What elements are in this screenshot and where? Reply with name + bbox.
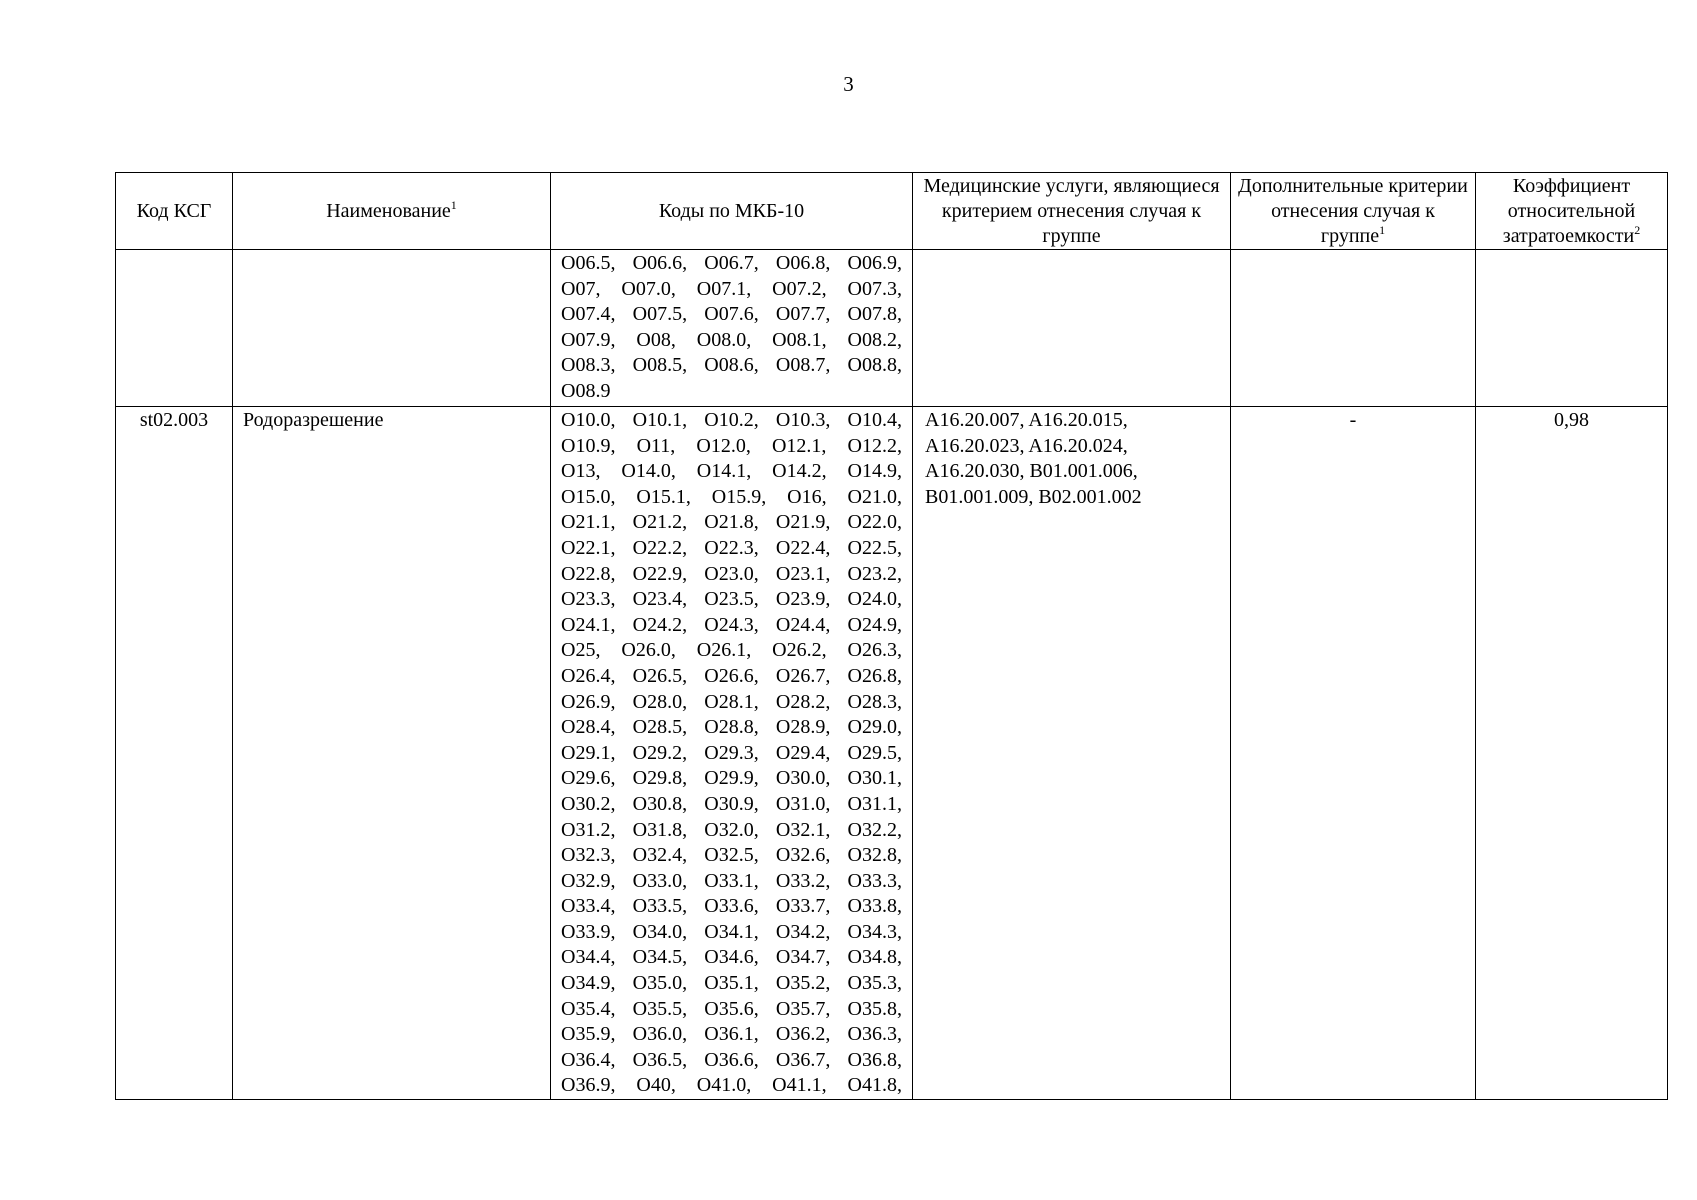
icd-code-line: O10.0, O10.1, O10.2, O10.3, O10.4, [561, 409, 902, 431]
icd-code-line: O29.1, O29.2, O29.3, O29.4, O29.5, [561, 741, 902, 764]
icd-code-line: O32.9, O33.0, O33.1, O33.2, O33.3, [561, 869, 902, 892]
icd-code-line: O08.9 [561, 379, 611, 402]
icd-code-line: O36.4, O36.5, O36.6, O36.7, O36.8, [561, 1048, 902, 1071]
cell-code: st02.003 [116, 407, 233, 1100]
icd-code-line: O07.4, O07.5, O07.6, O07.7, O07.8, [561, 303, 902, 326]
cell-additional [1231, 250, 1476, 407]
table-row-continuation [116, 250, 1668, 407]
service-code-line: A16.20.030, B01.001.006, [925, 460, 1138, 483]
cell-icd [551, 250, 913, 407]
table-header-row [116, 173, 1668, 250]
cell-name: Родоразрешение [233, 407, 551, 1100]
icd-code-line: O32.3, O32.4, O32.5, O32.6, O32.8, [561, 844, 902, 867]
icd-code-line: O33.4, O33.5, O33.6, O33.7, O33.8, [561, 895, 902, 918]
icd-code-line: O22.1, O22.2, O22.3, O22.4, O22.5, [561, 536, 902, 559]
icd-code-line: O23.3, O23.4, O23.5, O23.9, O24.0, [561, 588, 902, 611]
icd-code-line: O13, O14.0, O14.1, O14.2, O14.9, [561, 460, 902, 483]
icd-code-line: O25, O26.0, O26.1, O26.2, O26.3, [561, 639, 902, 662]
ksg-table [115, 172, 1668, 1100]
header-icd: Коды по МКБ-10 [551, 173, 913, 250]
service-code-line: A16.20.023, A16.20.024, [925, 434, 1128, 457]
cell-code [116, 250, 233, 407]
icd-code-line: O34.4, O34.5, O34.6, O34.7, O34.8, [561, 946, 902, 969]
header-coefficient: Коэффициент относительной затратоемкости$^2$ [1476, 173, 1668, 250]
service-code-line: A16.20.007, A16.20.015, [925, 409, 1128, 431]
footnote-ref: 1 [1379, 222, 1386, 237]
page-number: 3 [843, 72, 854, 96]
icd-code-line: O08.3, O08.5, O08.6, O08.7, O08.8, [561, 354, 902, 377]
header-code: Код КСГ [116, 173, 233, 250]
icd-code-line: O21.1, O21.2, O21.8, O21.9, O22.0, [561, 511, 902, 534]
icd-code-line: O26.4, O26.5, O26.6, O26.7, O26.8, [561, 664, 902, 687]
cell-services [913, 407, 1231, 1100]
cell-name [233, 250, 551, 407]
cell-icd [551, 407, 913, 1100]
icd-code-line: O24.1, O24.2, O24.3, O24.4, O24.9, [561, 613, 902, 636]
icd-code-line: O36.9, O40, O41.0, O41.1, O41.8, [561, 1074, 902, 1097]
icd-code-line: O28.4, O28.5, O28.8, O28.9, O29.0, [561, 716, 902, 739]
icd-code-line: O35.4, O35.5, O35.6, O35.7, O35.8, [561, 997, 902, 1020]
icd-code-line: O33.9, O34.0, O34.1, O34.2, O34.3, [561, 920, 902, 943]
icd-code-line: O29.6, O29.8, O29.9, O30.0, O30.1, [561, 767, 902, 790]
icd-code-line: O30.2, O30.8, O30.9, O31.0, O31.1, [561, 792, 902, 815]
header-services: Медицинские услуги, являющиеся критерием отнесения случая к группе [913, 173, 1231, 250]
cell-coefficient: 0,98 [1476, 407, 1668, 1100]
icd-code-line: O26.9, O28.0, O28.1, O28.2, O28.3, [561, 690, 902, 713]
icd-code-line: O07.9, O08, O08.0, O08.1, O08.2, [561, 328, 902, 351]
footnote-ref: 1 [450, 197, 457, 212]
footnote-ref: 2 [1634, 222, 1641, 237]
icd-code-line: O31.2, O31.8, O32.0, O32.1, O32.2, [561, 818, 902, 841]
icd-code-line: O22.8, O22.9, O23.0, O23.1, O23.2, [561, 562, 902, 585]
icd-code-line: O07, O07.0, O07.1, O07.2, O07.3, [561, 277, 902, 300]
header-additional: Дополнительные критерии отнесения случая к группе$^1$ [1231, 173, 1476, 250]
icd-code-line: O06.5, O06.6, O06.7, O06.8, O06.9, [561, 252, 902, 274]
icd-code-line: O10.9, O11, O12.0, O12.1, O12.2, [561, 434, 902, 457]
cell-additional: - [1231, 407, 1476, 1100]
service-code-list [925, 408, 1218, 510]
icd-code-line: O35.9, O36.0, O36.1, O36.2, O36.3, [561, 1023, 902, 1046]
table-row [116, 407, 1668, 1100]
cell-coefficient [1476, 250, 1668, 407]
icd-code-line: O34.9, O35.0, O35.1, O35.2, O35.3, [561, 972, 902, 995]
cell-services [913, 250, 1231, 407]
icd-code-list [561, 251, 902, 405]
service-code-line: B01.001.009, B02.001.002 [925, 485, 1142, 508]
icd-code-line: O15.0, O15.1, O15.9, O16, O21.0, [561, 485, 902, 508]
icd-code-list [561, 408, 902, 1099]
header-name: Наименование$^1$ [233, 173, 551, 250]
